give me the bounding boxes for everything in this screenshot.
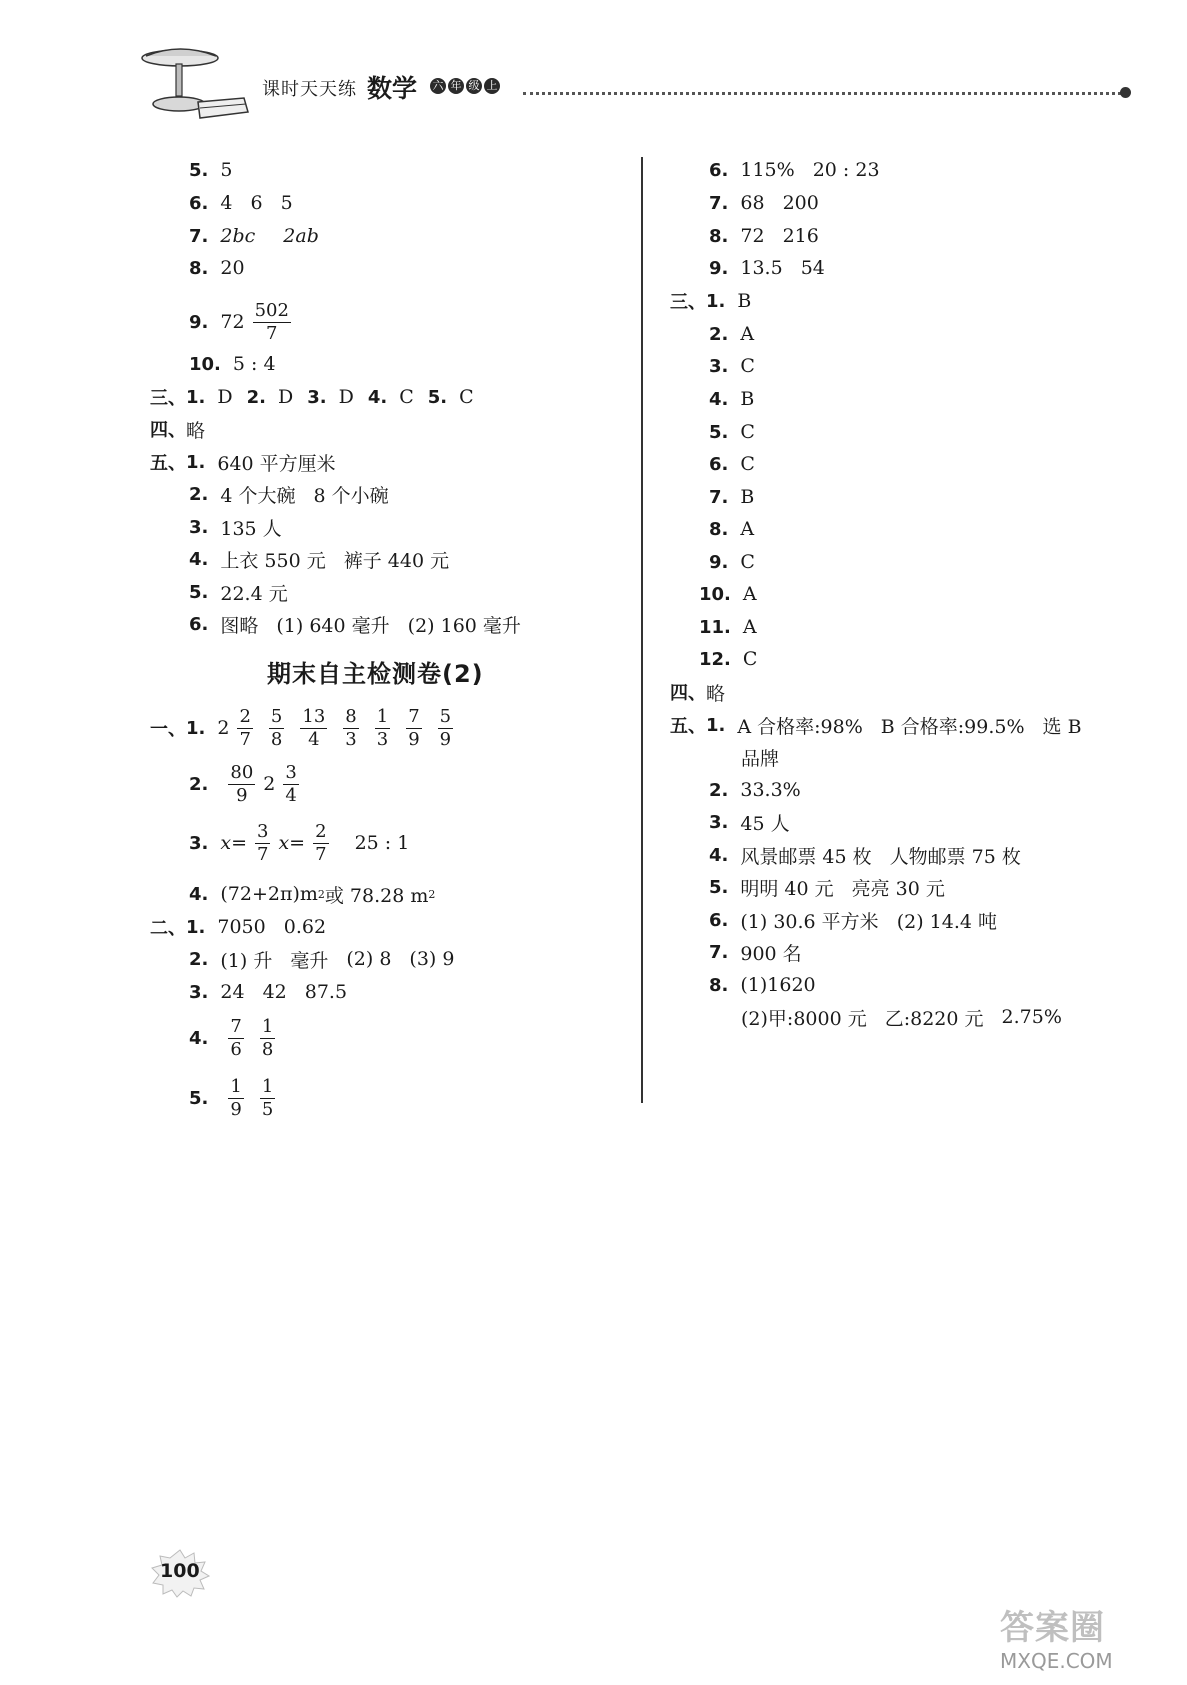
answer-text: B: [737, 290, 752, 312]
item-number: 8.: [709, 225, 729, 247]
fraction: [255, 820, 270, 865]
denominator: 7: [315, 843, 327, 865]
item-number: 9.: [709, 551, 729, 573]
fraction: [343, 705, 358, 750]
numerator: 8: [345, 705, 357, 727]
numerator: 3: [257, 820, 269, 842]
answer-text: x=: [278, 832, 306, 854]
denominator: 9: [230, 1098, 242, 1120]
item-number: 5.: [427, 386, 448, 408]
answer-line: [189, 978, 347, 1006]
item-number: 3.: [189, 516, 209, 538]
answer-text: 2: [263, 773, 276, 795]
fraction: [406, 705, 421, 750]
answer-line: [189, 254, 245, 282]
answer-text: 135 人: [220, 517, 282, 540]
numerator: 7: [408, 705, 420, 727]
answer-text: 4 个大碗: [220, 484, 296, 507]
item-number: 12.: [699, 648, 731, 670]
answer-text: 5: [280, 192, 293, 214]
denominator: 9: [439, 728, 452, 750]
item-number: 8.: [709, 974, 729, 996]
item-number: 2.: [246, 386, 266, 408]
item-number: 4.: [709, 388, 729, 410]
section-label: 二、: [150, 918, 186, 939]
page-number: 100: [160, 1560, 200, 1582]
watermark-url: MXQE.COM: [1000, 1649, 1113, 1673]
answer-text: A: [740, 518, 755, 540]
answer-text: 略: [186, 419, 206, 442]
item-number: 5.: [709, 876, 729, 898]
answer-line: [189, 1073, 283, 1123]
answer-text: (2) 8: [346, 948, 392, 970]
answer-text: C: [740, 551, 755, 573]
fraction: [237, 705, 252, 750]
numerator: 13: [302, 705, 326, 727]
answer-text: C: [399, 386, 414, 408]
answer-text: 5 : 4: [232, 353, 276, 375]
denominator: 7: [266, 322, 278, 344]
section-label: 五、: [670, 716, 706, 737]
denominator: 8: [261, 1038, 274, 1060]
answer-text: 2.75%: [1001, 1006, 1062, 1028]
answer-line: [709, 156, 880, 184]
answer-text: 640 平方厘米: [217, 452, 336, 475]
answer-text: 4: [220, 192, 233, 214]
answer-line: [189, 818, 409, 868]
answer-text: B 合格率:99.5%: [880, 715, 1025, 738]
answer-line: [709, 189, 819, 217]
numerator: 1: [261, 1015, 274, 1037]
item-number: 6.: [709, 453, 729, 475]
grade-badges: [430, 78, 500, 94]
answer-text: 2ab: [283, 225, 319, 247]
answer-line: [189, 578, 288, 606]
denominator: 7: [239, 728, 251, 750]
item-number: 5.: [189, 1087, 209, 1109]
answer-text: 24: [220, 981, 245, 1003]
answer-text: A: [740, 323, 755, 345]
answer-line: [709, 320, 754, 348]
answer-line: [189, 350, 276, 378]
answer-text: 上衣 550 元: [220, 549, 326, 572]
answer-text: 选 B: [1042, 715, 1082, 738]
watermark-brand: 答案圈: [1000, 1608, 1105, 1648]
answer-line: [189, 759, 307, 809]
answer-text: 6: [250, 192, 263, 214]
item-number: 5.: [189, 581, 209, 603]
answer-text: 2bc: [220, 225, 256, 247]
answer-text: (72+2π)m: [220, 883, 318, 905]
item-number: 7.: [189, 225, 209, 247]
answer-line: [150, 913, 326, 941]
subject-title: 数学: [367, 74, 418, 103]
answer-text: 品牌: [741, 747, 780, 770]
answer-text: (2)甲:8000 元: [741, 1007, 867, 1030]
item-number: 6.: [189, 192, 209, 214]
answer-text: (1)1620: [740, 974, 816, 996]
answer-line: [670, 678, 725, 706]
answer-line: [709, 254, 825, 282]
item-number: 5.: [709, 421, 729, 443]
item-number: 2.: [189, 483, 209, 505]
item-number: 10.: [189, 353, 221, 375]
fraction: [269, 705, 284, 750]
answer-line: [189, 880, 435, 908]
answer-text: 900 名: [740, 942, 802, 965]
item-number: 4.: [189, 883, 209, 905]
answer-text: 72: [220, 311, 245, 333]
section-label: 三、: [670, 292, 706, 313]
answer-text: C: [740, 355, 755, 377]
answer-text: 亮亮 30 元: [851, 877, 945, 900]
answer-text: 115%: [740, 159, 795, 181]
answer-text: 13.5: [740, 257, 783, 279]
denominator: 6: [230, 1038, 242, 1060]
fraction: [300, 705, 327, 750]
answer-text: (1) 升: [220, 949, 273, 972]
numerator: 3: [285, 761, 297, 783]
answer-line: [709, 385, 754, 413]
item-number: 7.: [709, 486, 729, 508]
denominator: 5: [261, 1098, 274, 1120]
answer-line: [709, 906, 997, 934]
answer-text: 0.62: [283, 916, 327, 938]
numerator: 2: [239, 705, 251, 727]
answer-text: 45 人: [740, 812, 790, 835]
answer-line: [189, 545, 449, 573]
item-number: 3.: [189, 981, 209, 1003]
answer-text: (2) 14.4 吨: [896, 910, 997, 933]
item-number: 2.: [189, 948, 209, 970]
answer-text: 2: [217, 717, 230, 739]
fraction: [375, 705, 390, 750]
item-number: 7.: [709, 941, 729, 963]
answer-text: 42: [262, 981, 287, 1003]
column-divider: [641, 157, 643, 1103]
item-number: 1.: [186, 717, 206, 739]
answer-line: [189, 480, 389, 508]
answer-line: [189, 1013, 283, 1063]
fraction: [438, 705, 453, 750]
answer-text: D: [338, 386, 354, 408]
answer-line: [670, 711, 1082, 739]
answer-line: [699, 613, 757, 641]
answer-line: [709, 450, 755, 478]
numerator: 5: [439, 705, 452, 727]
fraction: [228, 1015, 243, 1060]
header-dotted-rule: [523, 92, 1121, 95]
fraction: [228, 1075, 243, 1120]
answer-line: [699, 645, 757, 673]
grade-char: 年: [448, 78, 464, 94]
answer-line: [709, 352, 755, 380]
item-number: 3.: [307, 386, 327, 408]
fraction: [313, 820, 328, 865]
item-number: 6.: [189, 613, 209, 635]
answer-text: 裤子 440 元: [343, 549, 450, 572]
answer-text: (1) 640 毫升: [276, 614, 390, 637]
answer-text: 54: [800, 257, 825, 279]
superscript: 2: [428, 887, 436, 901]
item-number: 1.: [706, 714, 726, 736]
answer-line: [709, 808, 790, 836]
answer-text: D: [277, 386, 294, 408]
section-label: 一、: [150, 719, 186, 740]
answer-line: [189, 189, 293, 217]
answer-text: 216: [782, 225, 819, 247]
item-number: 2.: [709, 779, 729, 801]
answer-text: 20 : 23: [812, 159, 880, 181]
answer-text: 毫升: [290, 949, 329, 972]
item-number: 2.: [709, 323, 729, 345]
answer-line: [709, 776, 801, 804]
answer-text: 明明 40 元: [740, 877, 834, 900]
answer-text: B: [740, 486, 755, 508]
answer-text: C: [742, 648, 758, 670]
answer-text: 图略: [220, 614, 259, 637]
answer-line: [709, 873, 945, 901]
answer-line: [189, 156, 232, 184]
answer-line: [189, 222, 319, 250]
section-heading: 期末自主检测卷(2): [267, 660, 484, 688]
section-label: 四、: [670, 683, 706, 704]
answer-text: 20: [220, 257, 245, 279]
answer-text: 人物邮票 75 枚: [889, 845, 1021, 868]
answer-line: [709, 971, 816, 999]
grade-char: 级: [466, 78, 482, 94]
item-number: 1.: [706, 290, 726, 312]
item-number: 9.: [189, 311, 209, 333]
numerator: 1: [376, 705, 389, 727]
answer-line: [150, 415, 205, 443]
answer-line: [709, 222, 819, 250]
answer-text: (2) 160 毫升: [407, 614, 521, 637]
answer-text: 或 78.28 m: [324, 884, 429, 907]
answer-text: 33.3%: [740, 779, 801, 801]
item-number: 8.: [709, 518, 729, 540]
item-number: 6.: [709, 159, 729, 181]
answer-text: 68: [740, 192, 765, 214]
item-number: 4.: [189, 1027, 209, 1049]
denominator: 9: [408, 728, 420, 750]
item-number: 4.: [189, 548, 209, 570]
answer-line: [709, 548, 755, 576]
answer-text: 8 个小碗: [313, 484, 389, 507]
grade-char: 六: [430, 78, 446, 94]
answer-line: [709, 418, 755, 446]
denominator: 7: [257, 843, 269, 865]
item-number: 8.: [189, 257, 209, 279]
item-number: 1.: [186, 451, 206, 473]
header-end-dot: [1120, 87, 1131, 98]
denominator: 3: [345, 728, 357, 750]
answer-text: 200: [782, 192, 819, 214]
answer-line: [709, 841, 1021, 869]
item-number: 2.: [189, 773, 209, 795]
answer-text: A: [742, 616, 757, 638]
answer-line: [150, 703, 461, 753]
answer-text: 略: [706, 682, 726, 705]
answer-text: C: [459, 386, 474, 408]
numerator: 80: [230, 761, 254, 783]
answer-text: 乙:8220 元: [884, 1007, 984, 1030]
section-label: 四、: [150, 420, 186, 441]
answer-line: [709, 515, 754, 543]
item-number: 4.: [709, 844, 729, 866]
answer-line: [670, 287, 751, 315]
answer-line: [741, 1003, 1062, 1031]
denominator: 4: [308, 728, 320, 750]
answer-text: 87.5: [304, 981, 348, 1003]
item-number: 6.: [709, 909, 729, 931]
item-number: 7.: [709, 192, 729, 214]
fraction: [260, 1075, 275, 1120]
answer-line: [189, 297, 299, 347]
answer-text: 7050: [217, 916, 266, 938]
fraction: [228, 761, 255, 806]
item-number: 1.: [186, 386, 206, 408]
numerator: 2: [315, 820, 327, 842]
desk-lamp-books-icon: [140, 42, 250, 122]
answer-line: [699, 580, 757, 608]
answer-line: [189, 945, 454, 973]
numerator: 1: [261, 1075, 274, 1097]
answer-text: (1) 30.6 平方米: [740, 910, 879, 933]
watermark: [1000, 1600, 1113, 1673]
answer-line: [150, 448, 336, 476]
item-number: 4.: [367, 386, 388, 408]
item-number: 3.: [189, 832, 209, 854]
answer-text: (3) 9: [409, 948, 455, 970]
item-number: 3.: [709, 811, 729, 833]
denominator: 8: [270, 728, 283, 750]
item-number: 5.: [189, 159, 209, 181]
answer-text: B: [740, 388, 755, 410]
answer-text: 22.4 元: [220, 582, 288, 605]
denominator: 4: [285, 784, 297, 806]
answer-line: [709, 483, 754, 511]
item-number: 9.: [709, 257, 729, 279]
answer-line: [709, 938, 802, 966]
answer-text: D: [217, 386, 233, 408]
answer-text: C: [740, 421, 755, 443]
answer-line: [189, 513, 282, 541]
denominator: 3: [376, 728, 389, 750]
fraction: [260, 1015, 275, 1060]
answer-line: [150, 383, 488, 411]
answer-text: A 合格率:98%: [737, 715, 863, 738]
book-series-title: 课时天天练: [262, 79, 357, 100]
answer-text: 风景邮票 45 枚: [740, 845, 872, 868]
answer-text: C: [740, 453, 755, 475]
answer-text: x=: [220, 832, 248, 854]
item-number: 10.: [699, 583, 731, 605]
section-label: 五、: [150, 453, 186, 474]
item-number: 1.: [186, 916, 206, 938]
numerator: 7: [230, 1015, 242, 1037]
answer-line: [741, 743, 779, 771]
numerator: 1: [230, 1075, 242, 1097]
answer-text: A: [742, 583, 757, 605]
superscript: 2: [317, 887, 325, 901]
answer-text: 5: [220, 159, 233, 181]
fraction: [253, 299, 291, 344]
answer-text: 72: [740, 225, 765, 247]
numerator: 502: [254, 299, 289, 321]
denominator: 9: [236, 784, 248, 806]
item-number: 3.: [709, 355, 729, 377]
numerator: 5: [270, 705, 283, 727]
answer-line: [189, 610, 521, 638]
fraction: [283, 761, 298, 806]
grade-char: 上: [484, 78, 500, 94]
section-label: 三、: [150, 388, 186, 409]
item-number: 11.: [699, 616, 731, 638]
answer-text: 25 : 1: [354, 832, 410, 854]
